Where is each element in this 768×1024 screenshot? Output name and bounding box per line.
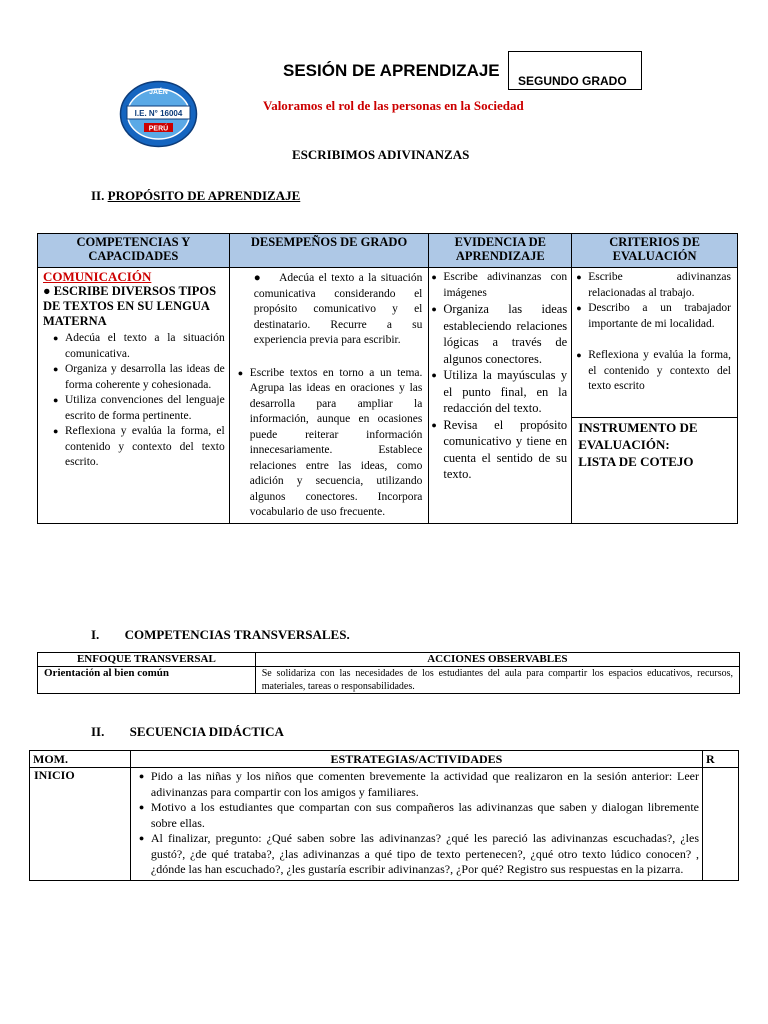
- list-item: ● Describo a un trabajador importante de mi localidad.: [576, 301, 731, 332]
- list-item: ● Adecúa el texto a la situación comunicativa considerando el propósito comunicativo y el destinatario. Recurre a su experiencia previa para escribir.: [253, 272, 423, 346]
- capacidades-list: [53, 331, 225, 471]
- col-header-criterios: CRITERIOS DE EVALUACIÓN: [572, 234, 738, 268]
- logo-text-center: I.E. N° 16004: [134, 109, 183, 118]
- list-item: ● Pido a las niñas y los niños que comenten brevemente la actividad que realizaron en la sesión anterior: Leer adivinanzas para compartir con los amigos y familiares.: [139, 769, 699, 800]
- list-item: ● Al finalizar, pregunto: ¿Qué saben sobre las adivinanzas? ¿qué les pareció las adivinanzas escuchadas?, ¿les gustó?, ¿de qué trataba?, ¿las adivinanzas a qué tipo de texto pertenecen?, ¿qué otro texto lúdico conocen? , ¿dónde las han escuchado?, ¿les gustaría escribir adivinanzas?, ¿Por qué? Registro sus respuestas en la pizarra.: [139, 831, 699, 878]
- col-header-enfoque: ENFOQUE TRANSVERSAL: [38, 653, 256, 667]
- list-item: ● Revisa el propósito comunicativo y tiene en cuenta el sentido de su texto.: [431, 417, 567, 483]
- r-cell: [703, 768, 739, 881]
- secuencia-table: [29, 750, 739, 881]
- list-item: ● Utiliza la mayúsculas y el punto final, en la redacción del texto.: [431, 367, 567, 417]
- competencia-title: ● ESCRIBE DIVERSOS TIPOS DE TEXTOS EN SU LENGUA MATERNA: [43, 284, 217, 328]
- logo-text-top: JAÉN: [149, 89, 168, 96]
- list-item: ● Escribe adivinanzas con imágenes: [431, 270, 567, 301]
- desempenos-cell: [229, 268, 429, 524]
- col-header-acciones: ACCIONES OBSERVABLES: [255, 653, 739, 667]
- list-item: ● Reflexiona y evalúa la forma, el contenido y contexto del texto escrito: [576, 348, 731, 395]
- school-logo: [119, 80, 198, 148]
- list-item: ● Reflexiona y evalúa la forma, el contenido y contexto del texto escrito.: [53, 424, 225, 471]
- activities-cell: [130, 768, 702, 881]
- section-title: COMPETENCIAS TRANSVERSALES.: [124, 627, 350, 642]
- moment-cell: INICIO: [30, 768, 131, 881]
- col-header-desempenos: DESEMPEÑOS DE GRADO: [229, 234, 429, 268]
- transversales-table: [37, 652, 740, 694]
- section-title: PROPÓSITO DE APRENDIZAJE: [107, 188, 301, 203]
- criterios-cell: [572, 268, 738, 418]
- enfoque-cell: Orientación al bien común: [38, 667, 256, 694]
- acciones-cell: Se solidariza con las necesidades de los estudiantes del aula para compartir los espacios educativos, recursos, materiales, tareas o responsabilidades.: [255, 667, 739, 694]
- list-item: ● Escribe adivinanzas relacionadas al trabajo.: [576, 270, 731, 301]
- section-title: SECUENCIA DIDÁCTICA: [129, 724, 284, 739]
- grade-box: SEGUNDO GRADO: [508, 51, 642, 90]
- instrumento-cell: [572, 418, 738, 524]
- list-item: ● Adecúa el texto a la situación comunicativa.: [53, 331, 225, 362]
- competencias-cell: [38, 268, 230, 524]
- criterios-list: [576, 270, 731, 395]
- activities-list: [139, 769, 699, 878]
- section-secuencia-heading: [91, 724, 284, 740]
- col-header-evidencia: EVIDENCIA DE APRENDIZAJE: [429, 234, 572, 268]
- desempenos-list: [238, 366, 423, 521]
- list-item: ● Organiza y desarrolla las ideas de forma coherente y cohesionada.: [53, 362, 225, 393]
- col-header-mom: MOM.: [30, 751, 131, 768]
- col-header-r: R: [703, 751, 739, 768]
- section-number: II.: [91, 188, 105, 203]
- area-label: COMUNICACIÓN: [43, 269, 152, 284]
- section-transversales-heading: [91, 627, 350, 643]
- instrumento-value: LISTA DE COTEJO: [578, 454, 694, 469]
- list-item: ● Utiliza convenciones del lenguaje escrito de forma pertinente.: [53, 393, 225, 424]
- list-item: ● Organiza las ideas estableciendo relaciones lógicas a través de algunos conectores.: [431, 301, 567, 367]
- section-number: I.: [91, 627, 100, 642]
- list-item: ● Escribe textos en torno a un tema. Agrupa las ideas en oraciones y las desarrolla para ampliar la información, aunque en ocasiones puede reiterar información innecesariamente. Establece relaciones entre las ideas, como adición y secuencia, utilizando algunos conectores. Incorpora vocabulario de uso frecuente.: [238, 366, 423, 521]
- col-header-estrategias: ESTRATEGIAS/ACTIVIDADES: [130, 751, 702, 768]
- evidencia-cell: [429, 268, 572, 524]
- session-subtitle: Valoramos el rol de las personas en la Sociedad: [263, 98, 524, 113]
- instrumento-label: INSTRUMENTO DE EVALUACIÓN:: [578, 420, 698, 452]
- col-header-competencias: COMPETENCIAS Y CAPACIDADES: [38, 234, 230, 268]
- list-item: ● Motivo a los estudiantes que compartan con sus compañeros las adivinanzas que saben y dialogan libremente sobre ellas.: [139, 800, 699, 831]
- proposito-table: [37, 233, 738, 524]
- logo-text-bottom: PERÚ: [148, 125, 169, 133]
- evidencia-list: [431, 270, 567, 483]
- page-title: SESIÓN DE APRENDIZAJE: [283, 61, 500, 80]
- section-proposito-heading: [91, 188, 300, 204]
- section-number: II.: [91, 724, 105, 739]
- session-topic: ESCRIBIMOS ADIVINANZAS: [292, 147, 470, 162]
